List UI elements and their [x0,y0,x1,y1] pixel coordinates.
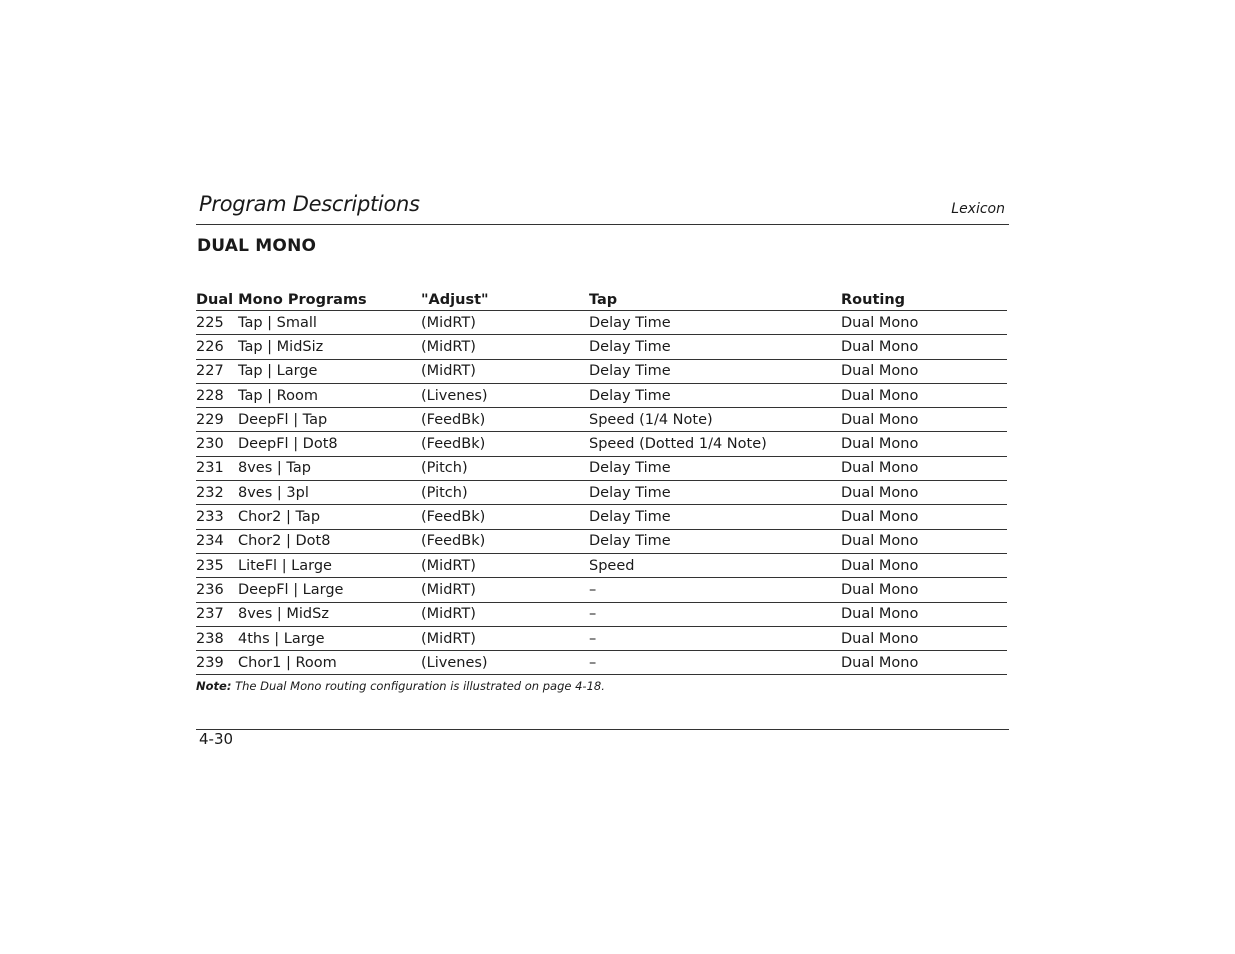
program-number: 238 [196,630,224,647]
table-header-row [196,284,1007,311]
adjust-cell: (MidRT) [421,578,589,602]
program-number: 239 [196,654,224,671]
tap-cell: Delay Time [589,481,841,505]
table-row [196,529,1007,553]
program-number: 226 [196,338,224,355]
tap-cell: – [589,578,841,602]
adjust-cell: (FeedBk) [421,529,589,553]
table-row [196,602,1007,626]
tap-cell: Delay Time [589,311,841,335]
program-cell [196,408,421,432]
program-number: 231 [196,460,224,477]
tap-cell: Delay Time [589,529,841,553]
program-cell [196,335,421,359]
program-number: 235 [196,557,224,574]
program-cell [196,505,421,529]
adjust-cell: (Livenes) [421,651,589,675]
table-row [196,335,1007,359]
table-row [196,456,1007,480]
program-number: 230 [196,436,224,453]
routing-cell: Dual Mono [841,505,1007,529]
table-row [196,578,1007,602]
program-cell [196,311,421,335]
program-number: 227 [196,363,224,380]
programs-table [196,284,1007,675]
table-row [196,383,1007,407]
routing-cell: Dual Mono [841,432,1007,456]
note-text: The Dual Mono routing configuration is illustrated on page 4-18. [231,679,605,693]
tap-cell: – [589,602,841,626]
table-row [196,359,1007,383]
adjust-cell: (MidRT) [421,335,589,359]
program-name: DeepFl | Large [238,581,344,598]
tap-cell: Delay Time [589,505,841,529]
program-name: 4ths | Large [238,630,325,647]
program-cell [196,651,421,675]
program-number: 234 [196,533,224,550]
routing-cell: Dual Mono [841,651,1007,675]
adjust-cell: (MidRT) [421,359,589,383]
program-number: 225 [196,314,224,331]
table-row [196,408,1007,432]
program-number: 232 [196,484,224,501]
routing-cell: Dual Mono [841,602,1007,626]
routing-cell: Dual Mono [841,408,1007,432]
program-cell [196,383,421,407]
table-row [196,651,1007,675]
program-cell [196,602,421,626]
tap-cell: Delay Time [589,456,841,480]
program-number: 228 [196,387,224,404]
routing-cell: Dual Mono [841,335,1007,359]
adjust-cell: (MidRT) [421,553,589,577]
program-name: Tap | Small [238,314,317,331]
routing-cell: Dual Mono [841,311,1007,335]
program-cell [196,481,421,505]
routing-cell: Dual Mono [841,383,1007,407]
table-row [196,432,1007,456]
adjust-cell: (MidRT) [421,626,589,650]
tap-cell: Delay Time [589,335,841,359]
routing-cell: Dual Mono [841,578,1007,602]
program-name: Chor2 | Dot8 [238,533,331,550]
program-name: Tap | MidSiz [238,338,324,355]
program-name: 8ves | 3pl [238,484,309,501]
header-tap: Tap [589,284,841,311]
table-row [196,311,1007,335]
adjust-cell: (MidRT) [421,311,589,335]
table-row [196,481,1007,505]
program-number: 229 [196,411,224,428]
routing-cell: Dual Mono [841,529,1007,553]
program-name: 8ves | MidSz [238,606,329,623]
program-cell [196,578,421,602]
program-number: 237 [196,606,224,623]
routing-cell: Dual Mono [841,359,1007,383]
program-name: Chor1 | Room [238,654,337,671]
table-row [196,553,1007,577]
routing-cell: Dual Mono [841,456,1007,480]
header-adjust: "Adjust" [421,284,589,311]
header-programs: Dual Mono Programs [196,284,421,311]
adjust-cell: (FeedBk) [421,432,589,456]
page-header-title: Program Descriptions [199,192,420,216]
adjust-cell: (FeedBk) [421,408,589,432]
section-title: DUAL MONO [197,236,317,256]
footer-rule [196,729,1009,730]
routing-cell: Dual Mono [841,481,1007,505]
table-body [196,311,1007,675]
program-cell [196,456,421,480]
program-name: Chor2 | Tap [238,509,321,526]
program-name: LiteFl | Large [238,557,332,574]
adjust-cell: (Livenes) [421,383,589,407]
table-row [196,626,1007,650]
program-cell [196,432,421,456]
tap-cell: Delay Time [589,359,841,383]
program-name: 8ves | Tap [238,460,311,477]
program-number: 233 [196,509,224,526]
header-rule [196,224,1009,225]
program-name: DeepFl | Dot8 [238,436,338,453]
adjust-cell: (Pitch) [421,481,589,505]
tap-cell: Speed (1/4 Note) [589,408,841,432]
table-note [196,679,605,693]
tap-cell: Delay Time [589,383,841,407]
program-name: DeepFl | Tap [238,411,328,428]
page-header-brand: Lexicon [951,201,1005,217]
header-routing: Routing [841,284,1007,311]
tap-cell: Speed [589,553,841,577]
routing-cell: Dual Mono [841,626,1007,650]
program-cell [196,553,421,577]
tap-cell: Speed (Dotted 1/4 Note) [589,432,841,456]
program-cell [196,626,421,650]
adjust-cell: (Pitch) [421,456,589,480]
page-number: 4-30 [199,730,234,748]
program-cell [196,529,421,553]
program-number: 236 [196,581,224,598]
table-row [196,505,1007,529]
adjust-cell: (FeedBk) [421,505,589,529]
tap-cell: – [589,651,841,675]
routing-cell: Dual Mono [841,553,1007,577]
tap-cell: – [589,626,841,650]
note-label: Note: [196,679,232,693]
program-name: Tap | Large [238,363,318,380]
program-cell [196,359,421,383]
adjust-cell: (MidRT) [421,602,589,626]
program-name: Tap | Room [238,387,318,404]
